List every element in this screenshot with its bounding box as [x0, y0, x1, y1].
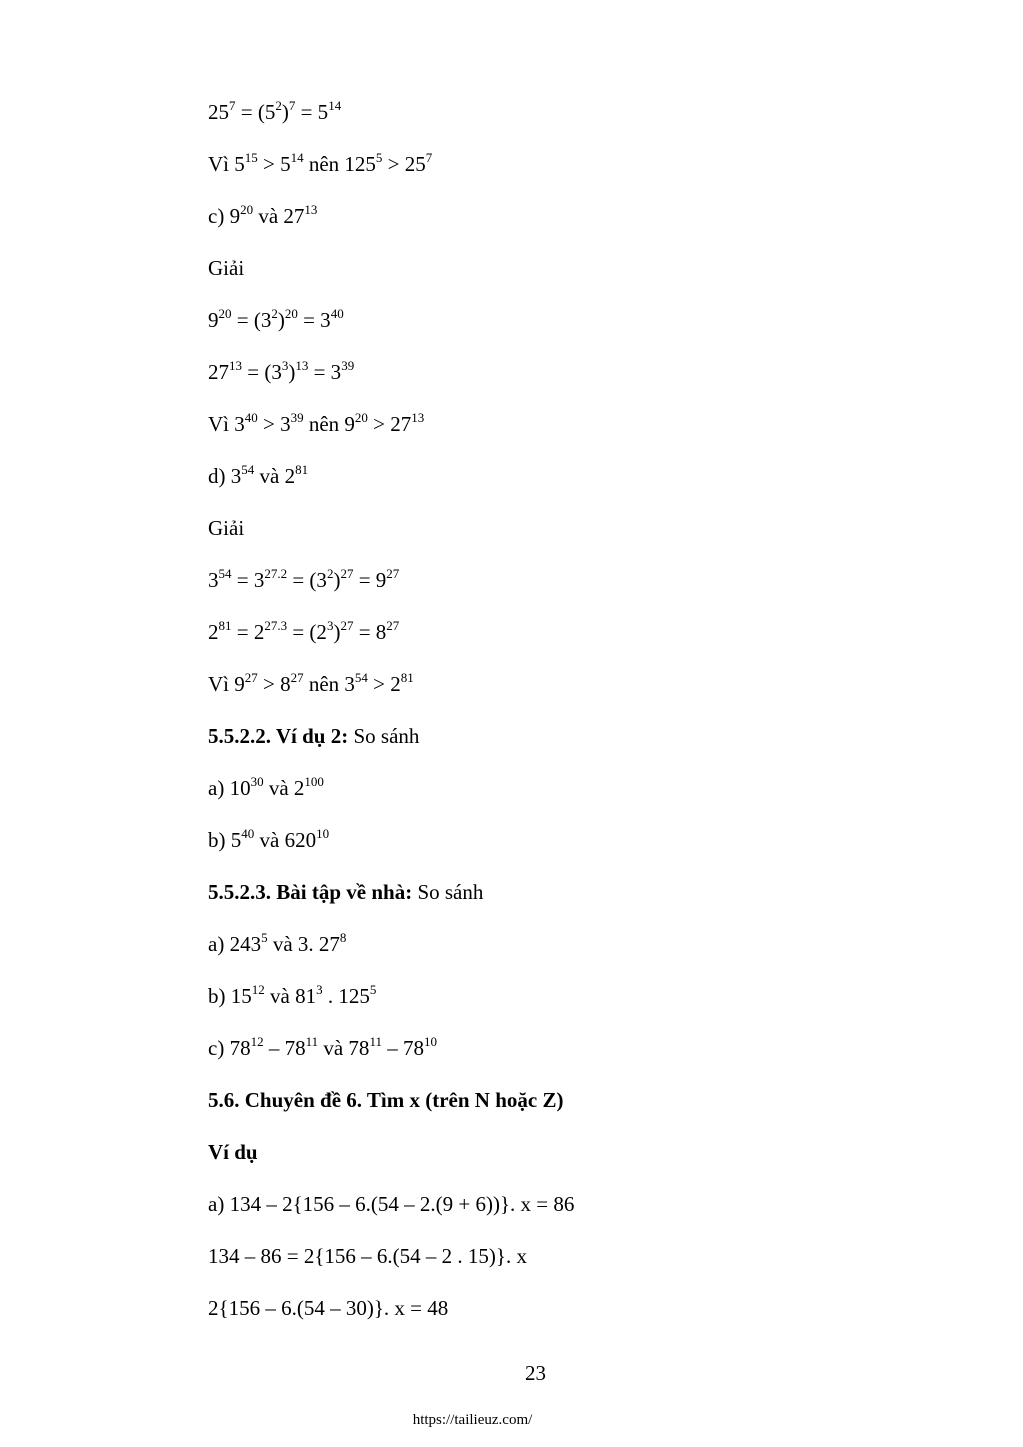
text-run: 9	[208, 308, 219, 332]
superscript: 7	[288, 98, 296, 113]
superscript: 15	[244, 150, 258, 165]
text-line-l3	[208, 203, 317, 229]
text-run: > 3	[257, 412, 291, 436]
text-line-l2	[208, 151, 432, 177]
superscript: 13	[229, 358, 242, 373]
text-run: – 78	[381, 1036, 424, 1060]
text-run: c) 9	[208, 204, 241, 228]
text-run: = 2	[231, 620, 265, 644]
text-run: nên 3	[303, 672, 355, 696]
superscript: 27	[340, 566, 354, 581]
text-run: = 8	[353, 620, 387, 644]
page-number: 23	[525, 1361, 546, 1385]
superscript: 54	[218, 566, 232, 581]
text-line-l4	[208, 255, 244, 281]
text-line-l15	[208, 827, 329, 853]
text-line-l21	[208, 1139, 258, 1165]
superscript: 27	[386, 618, 400, 633]
superscript: 20	[240, 202, 254, 217]
superscript: 27	[386, 566, 400, 581]
text-run: = 5	[295, 100, 329, 124]
superscript: 2	[275, 98, 282, 113]
text-line-l17	[208, 931, 346, 957]
superscript: 13	[304, 202, 318, 217]
text-run: a) 10	[208, 776, 251, 800]
footer-url[interactable]: https://tailieuz.com/	[412, 1412, 533, 1428]
text-run: So sánh	[412, 880, 484, 904]
superscript: 81	[295, 462, 309, 477]
text-run: 134 – 86 = 2{156 – 6.(54 – 2 . 15)}. x	[208, 1244, 527, 1268]
text-run: So sánh	[348, 724, 420, 748]
superscript: 54	[354, 670, 368, 685]
text-run: = (3	[242, 360, 282, 384]
text-run: = 3	[231, 568, 265, 592]
text-line-l7	[208, 411, 424, 437]
superscript: 40	[241, 826, 255, 841]
text-run: > 27	[367, 412, 412, 436]
text-line-l18	[208, 983, 376, 1009]
text-run: 25	[208, 100, 229, 124]
text-run: và 2	[263, 776, 305, 800]
superscript: 7	[229, 98, 236, 113]
text-run: c) 78	[208, 1036, 251, 1060]
text-run: = 9	[353, 568, 387, 592]
superscript: 11	[305, 1034, 319, 1049]
text-line-l10	[208, 567, 399, 593]
text-run: và 78	[318, 1036, 370, 1060]
text-run: = (5	[235, 100, 276, 124]
text-run: = (2	[287, 620, 327, 644]
text-run: a) 243	[208, 932, 262, 956]
text-line-l11	[208, 619, 399, 645]
bold-text: 5.6. Chuyên đề 6. Tìm x (trên N hoặc Z)	[208, 1088, 564, 1112]
text-line-l13	[208, 723, 419, 749]
text-run: > 8	[257, 672, 291, 696]
superscript: 40	[330, 306, 344, 321]
text-run: > 25	[382, 152, 426, 176]
superscript: 10	[423, 1034, 437, 1049]
superscript: 27.3	[264, 618, 288, 633]
superscript: 2	[271, 306, 278, 321]
superscript: 12	[251, 982, 265, 997]
superscript: 2	[326, 566, 334, 581]
text-run: )	[281, 100, 289, 124]
superscript: 20	[284, 306, 298, 321]
superscript: 20	[354, 410, 368, 425]
superscript: 54	[241, 462, 255, 477]
text-run: nên 9	[303, 412, 355, 436]
superscript: 39	[290, 410, 304, 425]
text-line-l20	[208, 1087, 563, 1113]
text-run: và 3. 27	[267, 932, 340, 956]
text-line-l24	[208, 1295, 448, 1321]
superscript: 13	[295, 358, 309, 373]
superscript: 10	[316, 826, 330, 841]
text-run: Giải	[208, 516, 245, 540]
superscript: 27	[244, 670, 258, 685]
superscript: 100	[304, 774, 324, 789]
text-run: Vì 9	[208, 672, 245, 696]
text-run: = (3	[287, 568, 327, 592]
text-line-l5	[208, 307, 344, 333]
text-line-l22	[208, 1191, 574, 1217]
superscript: 27	[290, 670, 304, 685]
text-run: Vì 5	[208, 152, 245, 176]
text-run: = (3	[231, 308, 272, 332]
superscript: 27	[340, 618, 354, 633]
text-line-l12	[208, 671, 414, 697]
bold-text: 5.5.2.2. Ví dụ 2:	[208, 724, 349, 748]
superscript: 8	[339, 930, 347, 945]
superscript: 30	[250, 774, 264, 789]
text-run: và 81	[264, 984, 317, 1008]
superscript: 5	[261, 930, 268, 945]
text-run: Vì 3	[208, 412, 245, 436]
text-run: d) 3	[208, 464, 242, 488]
superscript: 20	[218, 306, 232, 321]
text-line-l19	[208, 1035, 437, 1061]
superscript: 27.2	[264, 566, 288, 581]
superscript: 14	[328, 98, 342, 113]
text-line-l16	[208, 879, 483, 905]
text-run: nên 125	[303, 152, 376, 176]
superscript: 3	[281, 358, 289, 373]
text-line-l14	[208, 775, 324, 801]
text-run: )	[277, 308, 285, 332]
text-run: )	[333, 568, 341, 592]
bold-text: 5.5.2.3. Bài tập về nhà:	[208, 880, 413, 904]
text-run: a) 134 – 2{156 – 6.(54 – 2.(9 + 6))}. x = 86	[208, 1192, 575, 1216]
superscript: 3	[316, 982, 323, 997]
superscript: 81	[218, 618, 232, 633]
bold-text: Ví dụ	[208, 1140, 258, 1164]
text-run: )	[333, 620, 341, 644]
text-run: = 3	[308, 360, 342, 384]
superscript: 3	[326, 618, 334, 633]
text-run: và 2	[254, 464, 296, 488]
text-run: = 3	[297, 308, 331, 332]
text-line-l6	[208, 359, 354, 385]
text-line-l1	[208, 99, 341, 125]
superscript: 40	[244, 410, 258, 425]
text-run: b) 5	[208, 828, 242, 852]
text-run: 3	[208, 568, 219, 592]
text-run: . 125	[322, 984, 370, 1008]
text-run: Giải	[208, 256, 245, 280]
text-run: và 27	[253, 204, 305, 228]
text-run: 2{156 – 6.(54 – 30)}. x = 48	[208, 1296, 449, 1320]
text-line-l9	[208, 515, 244, 541]
superscript: 12	[250, 1034, 264, 1049]
text-run: b) 15	[208, 984, 252, 1008]
superscript: 5	[375, 150, 383, 165]
text-line-l8	[208, 463, 308, 489]
superscript: 81	[400, 670, 414, 685]
text-run: 27	[208, 360, 229, 384]
text-run: )	[288, 360, 296, 384]
text-run: và 620	[254, 828, 317, 852]
superscript: 7	[425, 150, 433, 165]
superscript: 14	[290, 150, 304, 165]
superscript: 5	[369, 982, 377, 997]
superscript: 13	[411, 410, 425, 425]
text-run: > 5	[257, 152, 291, 176]
text-run: – 78	[263, 1036, 306, 1060]
text-run: > 2	[367, 672, 401, 696]
text-line-l23	[208, 1243, 527, 1269]
superscript: 11	[369, 1034, 382, 1049]
superscript: 39	[341, 358, 355, 373]
text-run: 2	[208, 620, 219, 644]
